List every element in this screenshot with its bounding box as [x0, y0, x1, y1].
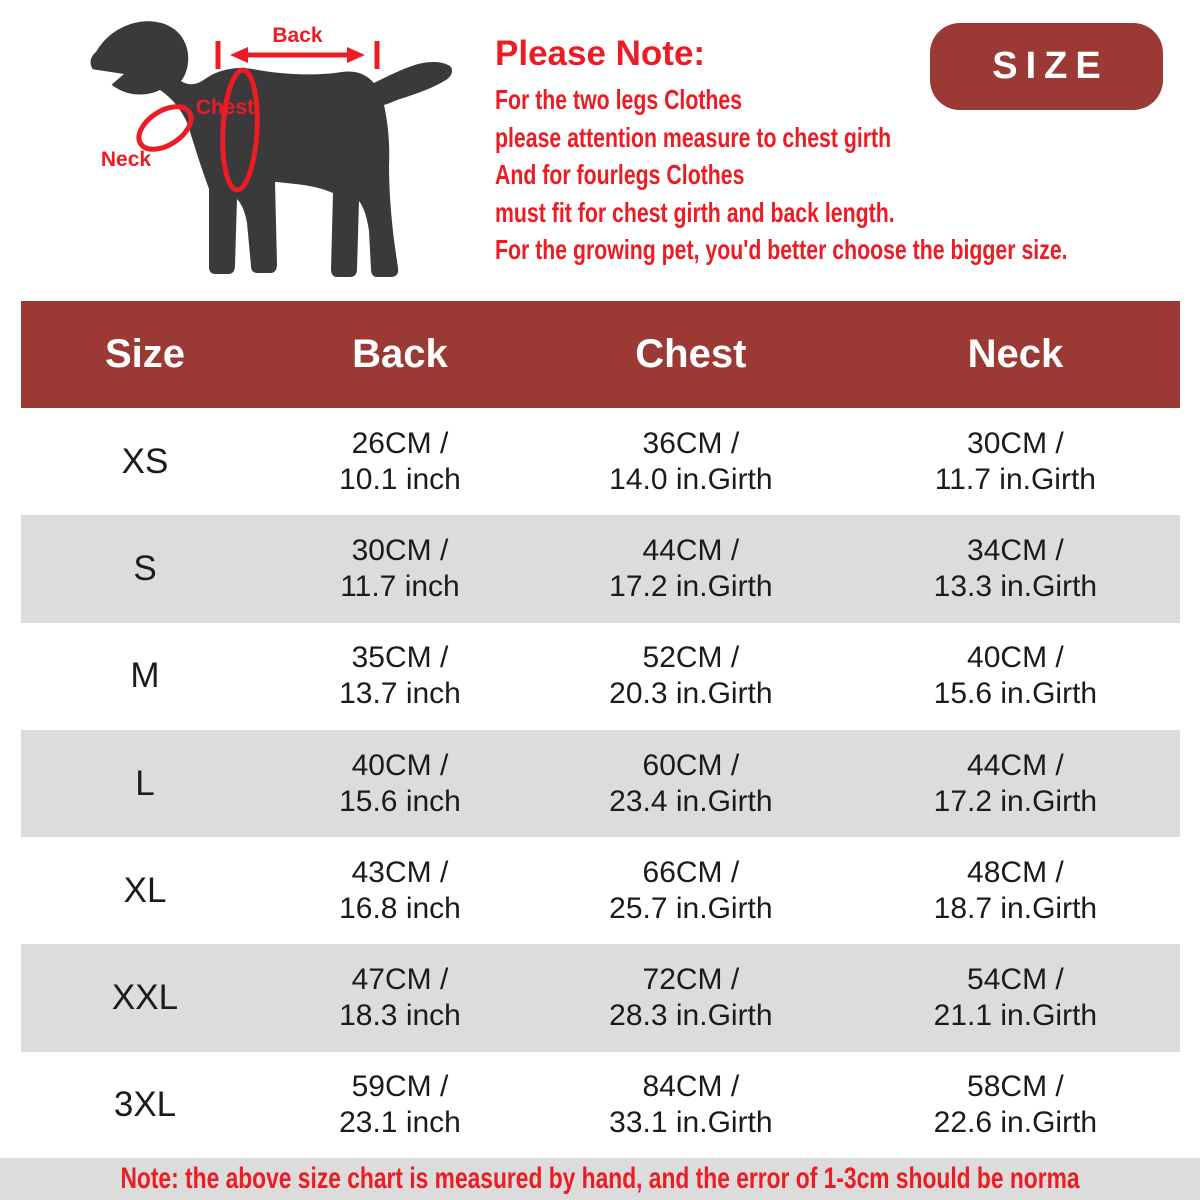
back-value-cell: [269, 1069, 531, 1141]
neck-inch-value: 13.3 in.Girth: [933, 569, 1098, 603]
size-label-cell: XS: [121, 441, 169, 481]
size-table: [21, 301, 1180, 1159]
chest-value-cell: [531, 426, 851, 498]
neck-inch-value: 17.2 in.Girth: [933, 784, 1098, 818]
back-inch-value: 23.1 inch: [339, 1106, 461, 1140]
back-cm-value: 43CM /: [351, 855, 449, 889]
back-cm-value: 47CM /: [351, 963, 449, 997]
back-inch-value: 13.7 inch: [339, 677, 461, 711]
neck-cm-value: 44CM /: [967, 748, 1064, 782]
chest-cm-value: 72CM /: [642, 963, 740, 997]
chest-cm-value: 44CM /: [642, 533, 740, 567]
neck-inch-value: 18.7 in.Girth: [933, 891, 1098, 925]
table-row: [21, 837, 1180, 944]
size-label-cell: XL: [123, 870, 167, 910]
back-inch-value: 18.3 inch: [339, 999, 461, 1033]
back-value-cell: [269, 640, 531, 712]
chest-value-cell: [531, 640, 851, 712]
header-neck: Neck: [967, 332, 1064, 376]
size-label-cell: L: [135, 763, 155, 803]
chest-inch-value: 33.1 in.Girth: [609, 1106, 773, 1140]
chest-value-cell: [531, 962, 851, 1034]
back-cm-value: 26CM /: [351, 426, 449, 460]
table-row: [21, 730, 1180, 837]
chest-inch-value: 25.7 in.Girth: [609, 891, 773, 925]
footer-note-strip: [0, 1158, 1200, 1200]
neck-value-cell: [851, 748, 1180, 820]
size-label-cell: 3XL: [113, 1085, 177, 1125]
note-line-5: For the growing pet, you'd better choose the bigger size.: [495, 234, 1068, 265]
neck-inch-value: 11.7 in.Girth: [934, 462, 1096, 496]
back-value-cell: [269, 426, 531, 498]
back-inch-value: 11.7 inch: [340, 569, 460, 603]
back-value-cell: [269, 533, 531, 605]
header-back: Back: [352, 332, 448, 376]
chest-cm-value: 52CM /: [642, 641, 740, 675]
chest-value-cell: [531, 855, 851, 927]
chest-value-cell: [531, 533, 851, 605]
size-table-body: [21, 408, 1180, 1159]
neck-value-cell: [851, 1069, 1180, 1141]
chest-measure-label: Chest: [195, 96, 255, 119]
neck-value-cell: [851, 962, 1180, 1034]
back-value-cell: [269, 748, 531, 820]
chest-inch-value: 28.3 in.Girth: [609, 999, 773, 1033]
back-cm-value: 40CM /: [351, 748, 449, 782]
size-badge: [930, 23, 1163, 110]
size-badge-label: SIZE: [992, 45, 1109, 87]
size-label-cell: XXL: [111, 978, 179, 1018]
note-line-1: For the two legs Clothes: [495, 84, 743, 115]
neck-cm-value: 58CM /: [967, 1070, 1064, 1104]
back-arrowhead-left: [230, 47, 248, 63]
header-chest: Chest: [635, 332, 747, 376]
neck-cm-value: 54CM /: [967, 963, 1064, 997]
table-row: [21, 944, 1180, 1051]
neck-cm-value: 48CM /: [967, 855, 1064, 889]
back-cm-value: 35CM /: [351, 641, 449, 675]
back-value-cell: [269, 962, 531, 1034]
neck-value-cell: [851, 640, 1180, 712]
back-cm-value: 30CM /: [351, 533, 449, 567]
table-row: [21, 408, 1180, 515]
back-value-cell: [269, 855, 531, 927]
neck-inch-value: 15.6 in.Girth: [933, 677, 1098, 711]
note-line-2: please attention measure to chest girth: [495, 121, 892, 153]
chest-cm-value: 66CM /: [642, 855, 740, 889]
back-cm-value: 59CM /: [351, 1070, 449, 1104]
chest-cm-value: 60CM /: [642, 748, 740, 782]
size-label-cell: S: [133, 548, 157, 588]
neck-value-cell: [851, 533, 1180, 605]
chest-value-cell: [531, 1069, 851, 1141]
chest-value-cell: [531, 748, 851, 820]
footer-note-text: Note: the above size chart is measured by hand, and the error of 1-3cm should be norma: [120, 1162, 1080, 1195]
chest-inch-value: 23.4 in.Girth: [609, 784, 773, 818]
chest-inch-value: 20.3 in.Girth: [609, 677, 773, 711]
back-measure-label: Back: [272, 24, 323, 47]
note-line-4: must fit for chest girth and back length.: [495, 196, 895, 228]
neck-cm-value: 40CM /: [967, 641, 1064, 675]
size-table-header-row: [21, 301, 1180, 408]
chest-inch-value: 14.0 in.Girth: [609, 462, 773, 496]
back-inch-value: 16.8 inch: [339, 891, 461, 925]
table-row: [21, 623, 1180, 730]
neck-inch-value: 21.1 in.Girth: [933, 999, 1098, 1033]
neck-measure-label: Neck: [100, 148, 152, 171]
neck-cm-value: 34CM /: [967, 533, 1064, 567]
neck-inch-value: 22.6 in.Girth: [933, 1106, 1098, 1140]
table-row: [21, 1052, 1180, 1159]
table-row: [21, 515, 1180, 622]
chest-cm-value: 84CM /: [642, 1070, 740, 1104]
note-line-3: And for fourlegs Clothes: [495, 159, 745, 190]
neck-value-cell: [851, 855, 1180, 927]
size-label-cell: M: [130, 656, 160, 696]
please-note-heading: Please Note:: [495, 34, 706, 73]
neck-value-cell: [851, 426, 1180, 498]
back-inch-value: 10.1 inch: [339, 462, 461, 496]
neck-cm-value: 30CM /: [967, 426, 1064, 460]
chest-cm-value: 36CM /: [642, 426, 740, 460]
back-inch-value: 15.6 inch: [339, 784, 461, 818]
header-size: Size: [104, 332, 186, 376]
back-arrowhead-right: [347, 47, 365, 63]
chest-inch-value: 17.2 in.Girth: [609, 569, 773, 603]
